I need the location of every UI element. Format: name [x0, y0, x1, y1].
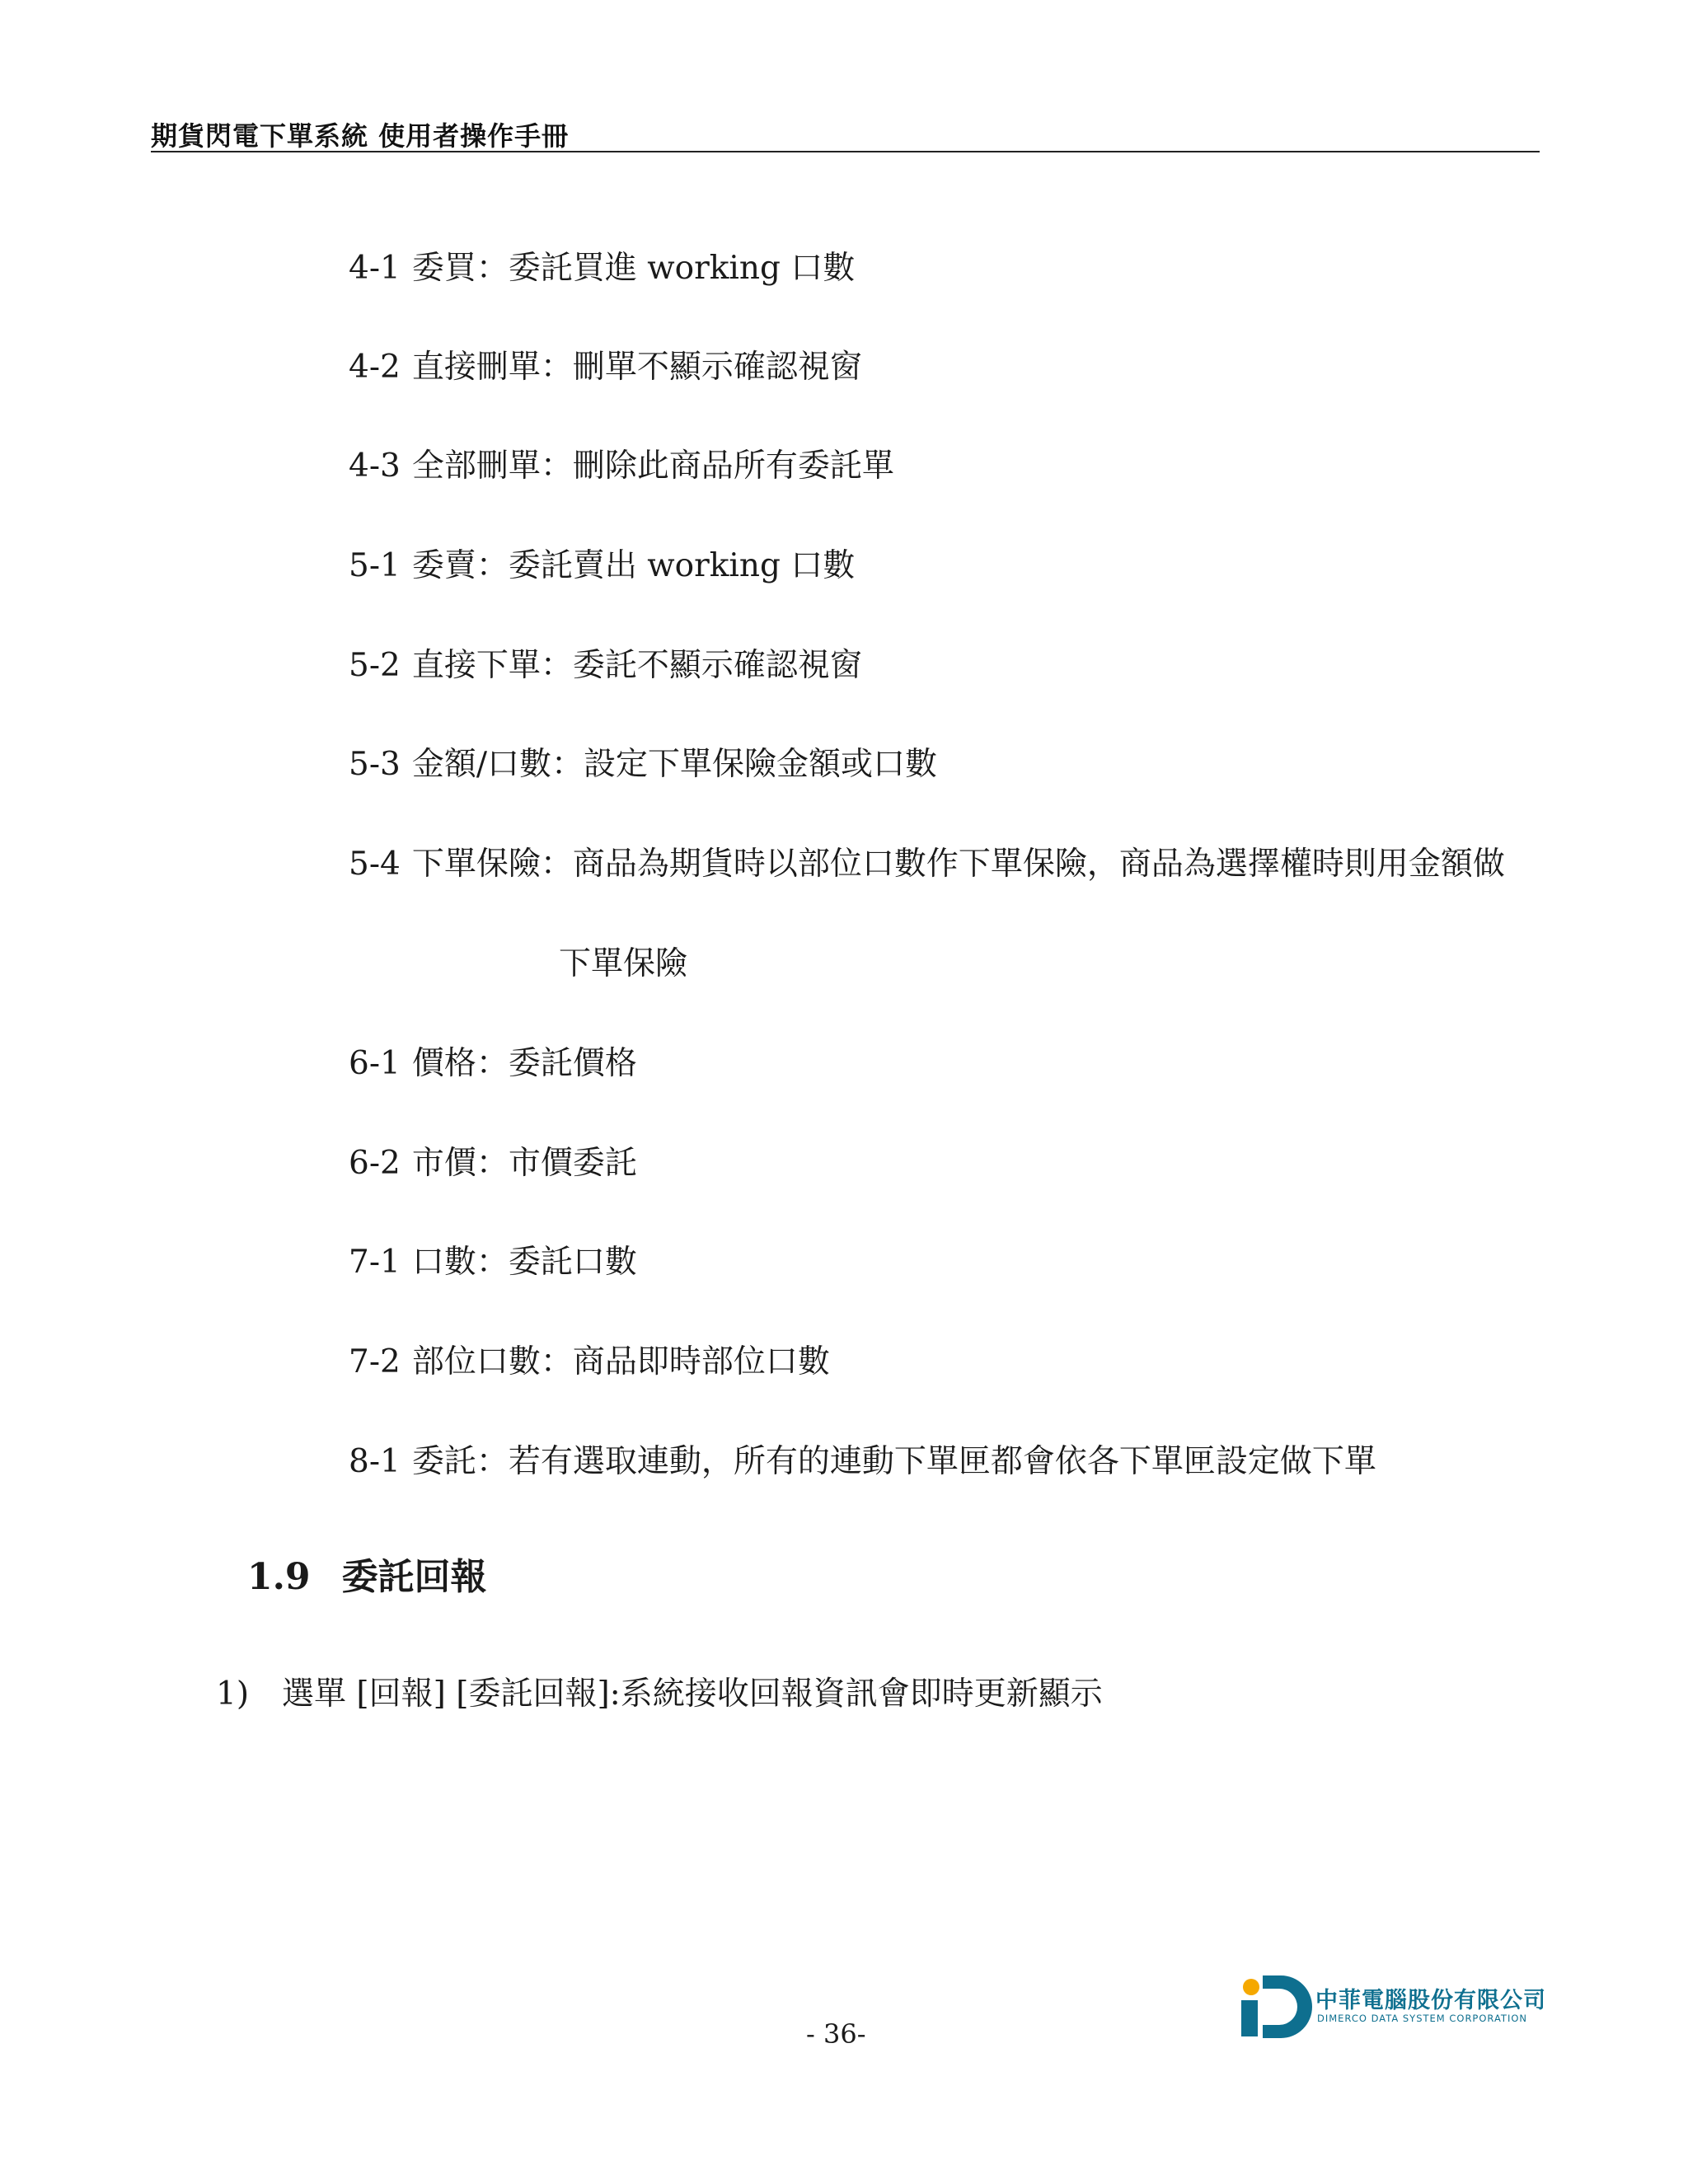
item-text: 直接刪單：刪單不顯示確認視窗	[411, 349, 862, 386]
list-item	[349, 745, 937, 785]
item-continuation: 下單保險	[559, 945, 688, 982]
list-item	[349, 348, 862, 387]
list-item	[349, 447, 894, 486]
item-text: 部位口數：商品即時部位口數	[411, 1343, 830, 1380]
list-item	[349, 1144, 637, 1183]
header-divider	[151, 151, 1540, 152]
item-code: 5-1	[349, 547, 401, 584]
section-heading	[247, 1555, 487, 1600]
list-item	[349, 1044, 637, 1084]
item-text: 委託：若有選取連動，所有的連動下單匣都會依各下單匣設定做下單	[411, 1443, 1376, 1480]
item-text: 全部刪單：刪除此商品所有委託單	[411, 448, 894, 485]
item-text: 下單保險：商品為期貨時以部位口數作下單保險，商品為選擇權時則用金額做	[411, 846, 1505, 883]
logo-company-subtitle: DIMERCO DATA SYSTEM CORPORATION	[1317, 2013, 1527, 2024]
section-number: 1.9	[247, 1556, 311, 1598]
list-item	[349, 1442, 1376, 1482]
list-item	[349, 546, 855, 586]
header-title: 期貨閃電下單系統 使用者操作手冊	[151, 120, 570, 152]
list-item	[349, 646, 862, 686]
item-text: 委賣：委託賣出 working 口數	[411, 547, 856, 584]
item-code: 5-2	[349, 647, 401, 684]
list-item	[349, 845, 1505, 884]
page-number: - 36-	[806, 2018, 866, 2050]
item-code: 5-3	[349, 746, 401, 783]
list-item	[349, 249, 855, 288]
step-text: 選單 [回報] [委託回報]:系統接收回報資訊會即時更新顯示	[282, 1675, 1103, 1713]
item-code: 8-1	[349, 1443, 401, 1480]
item-text: 委買：委託買進 working 口數	[411, 250, 856, 287]
item-code: 6-2	[349, 1145, 401, 1182]
item-code: 4-1	[349, 250, 401, 287]
item-text: 價格：委託價格	[411, 1045, 637, 1082]
item-text: 口數：委託口數	[411, 1244, 637, 1281]
section-title: 委託回報	[341, 1556, 487, 1598]
item-code: 5-4	[349, 846, 401, 883]
step-item	[216, 1675, 1103, 1714]
logo-company-name: 中菲電腦股份有限公司	[1315, 1988, 1546, 2013]
item-text: 市價：市價委託	[411, 1145, 637, 1182]
item-text: 直接下單：委託不顯示確認視窗	[411, 647, 862, 684]
step-number: 1)	[216, 1675, 250, 1713]
dimerco-logo-icon	[1236, 1974, 1319, 2040]
item-code: 4-3	[349, 448, 401, 485]
list-item	[349, 1343, 830, 1382]
item-code: 4-2	[349, 349, 401, 386]
list-item	[349, 1243, 637, 1282]
company-logo	[1236, 1974, 1550, 2040]
item-code: 7-2	[349, 1343, 401, 1380]
item-code: 7-1	[349, 1244, 401, 1281]
item-text: 金額/口數：設定下單保險金額或口數	[411, 746, 937, 783]
item-code: 6-1	[349, 1045, 401, 1082]
